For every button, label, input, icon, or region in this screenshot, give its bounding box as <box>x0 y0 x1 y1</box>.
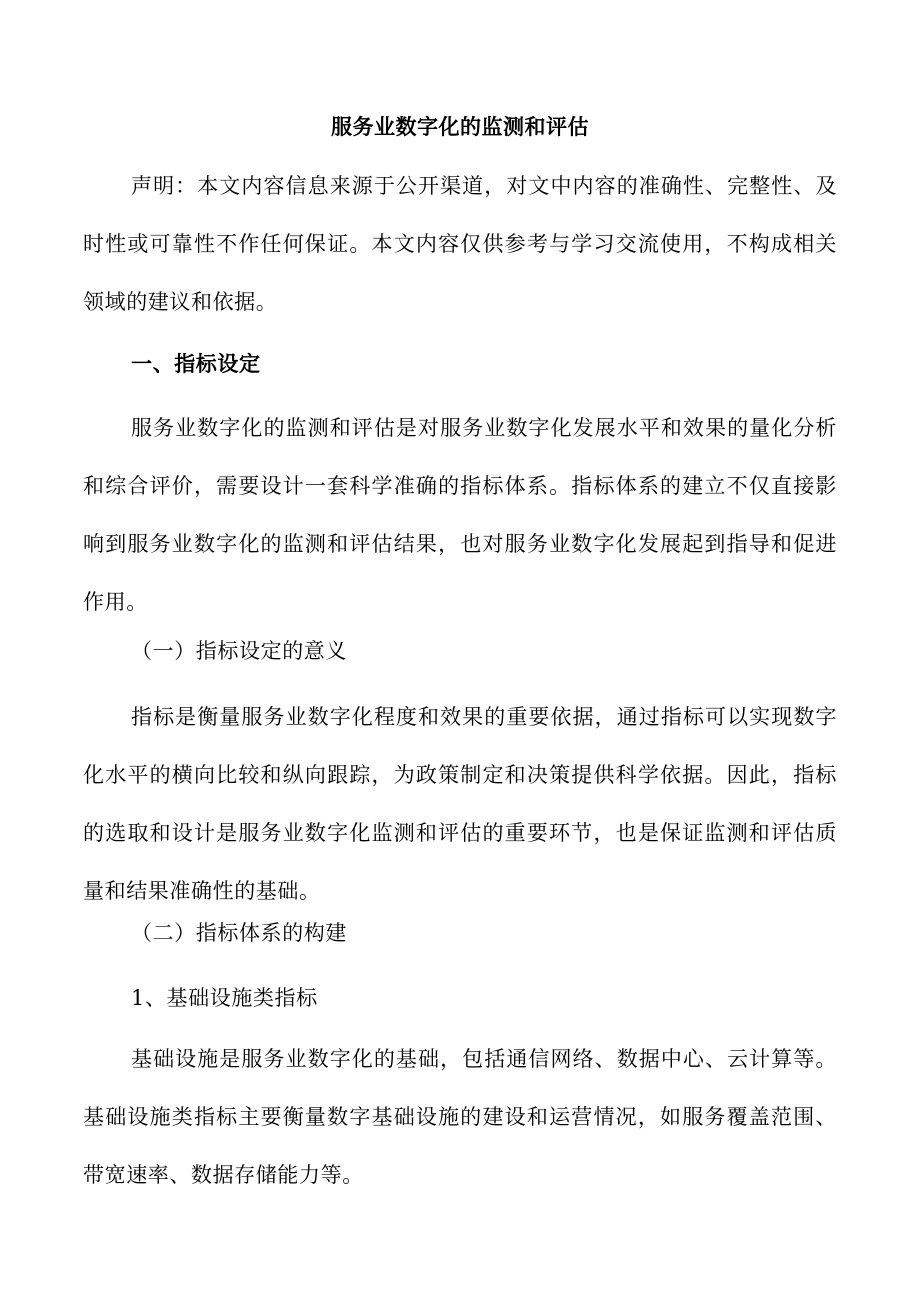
document-title: 服务业数字化的监测和评估 <box>331 114 589 139</box>
item-paragraph: 基础设施是服务业数字化的基础，包括通信网络、数据中心、云计算等。基础设施类指标主要衡量数字基础设施的建设和运营情况，如服务覆盖范围、带宽速率、数据存储能力等。 <box>83 1047 837 1187</box>
disclaimer-paragraph: 声明：本文内容信息来源于公开渠道，对文中内容的准确性、完整性、及时性或可靠性不作任何保证。本文内容仅供参考与学习交流使用，不构成相关领域的建议和依据。 <box>83 174 837 314</box>
subsection-paragraph: 指标是衡量服务业数字化程度和效果的重要依据，通过指标可以实现数字化水平的横向比较和纵向跟踪，为政策制定和决策提供科学依据。因此，指标的选取和设计是服务业数字化监测和评估的重要环节，也是保证监测和评估质量和结果准确性的基础。 <box>83 705 837 903</box>
section-intro-paragraph: 服务业数字化的监测和评估是对服务业数字化发展水平和效果的量化分析和综合评价，需要设计一套科学准确的指标体系。指标体系的建立不仅直接影响到服务业数字化的监测和评估结果，也对服务业数字化发展起到指导和促进作用。 <box>83 416 837 614</box>
subsection-heading: （一）指标设定的意义 <box>131 639 347 663</box>
item-heading: 1、基础设施类指标 <box>131 986 318 1010</box>
section-heading: 一、指标设定 <box>131 351 261 376</box>
subsection-heading: （二）指标体系的构建 <box>131 921 347 945</box>
